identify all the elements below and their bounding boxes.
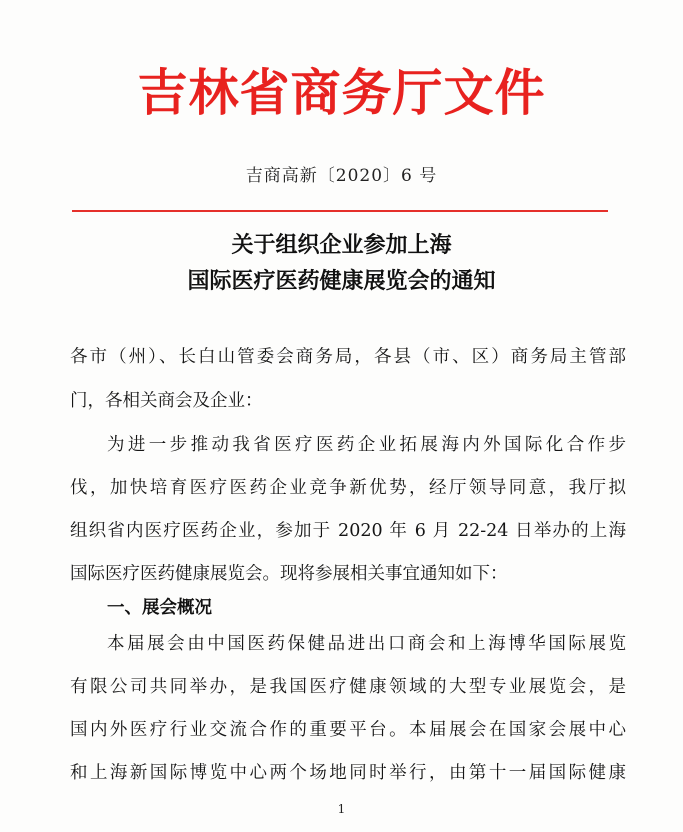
addressee-line-1: 各市（州）、长白山管委会商务局，各县（市、区）商务局主管部 [70,347,626,367]
paragraph-2-line-2: 有限公司共同举办，是我国医疗健康领域的大型专业展览会，是 [70,677,626,697]
paragraph-1-line-2: 伐，加快培育医疗医药企业竞争新优势，经厅领导同意，我厅拟 [70,478,626,498]
paragraph-2-line-4: 和上海新国际博览中心两个场地同时举行，由第十一届国际健康 [70,763,626,783]
paragraph-2-line-1: 本届展会由中国医药保健品进出口商会和上海博华国际展览 [107,634,626,654]
page-number: 1 [337,802,346,816]
paragraph-2-line-3: 国内外医疗行业交流合作的重要平台。本届展会在国家会展中心 [70,720,626,740]
red-divider-line [72,210,608,212]
paragraph-1-line-1: 为进一步推动我省医疗医药企业拓展海内外国际化合作步 [107,435,626,455]
notice-title-line-1: 关于组织企业参加上海 [231,232,452,258]
section-heading-overview: 一、展会概况 [107,598,212,618]
addressee-line-2: 门，各相关商会及企业： [70,391,263,411]
notice-title-line-2: 国际医疗医药健康展览会的通知 [187,268,496,294]
issuer-header-title: 吉林省商务厅文件 [137,63,546,122]
paragraph-1-line-3: 组织省内医疗医药企业，参加于 2020 年 6 月 22-24 日举办的上海 [70,521,626,541]
document-number: 吉商高新〔2020〕6 号 [245,166,438,186]
paragraph-1-line-4: 国际医疗医药健康展览会。现将参展相关事宜通知如下： [70,564,508,584]
